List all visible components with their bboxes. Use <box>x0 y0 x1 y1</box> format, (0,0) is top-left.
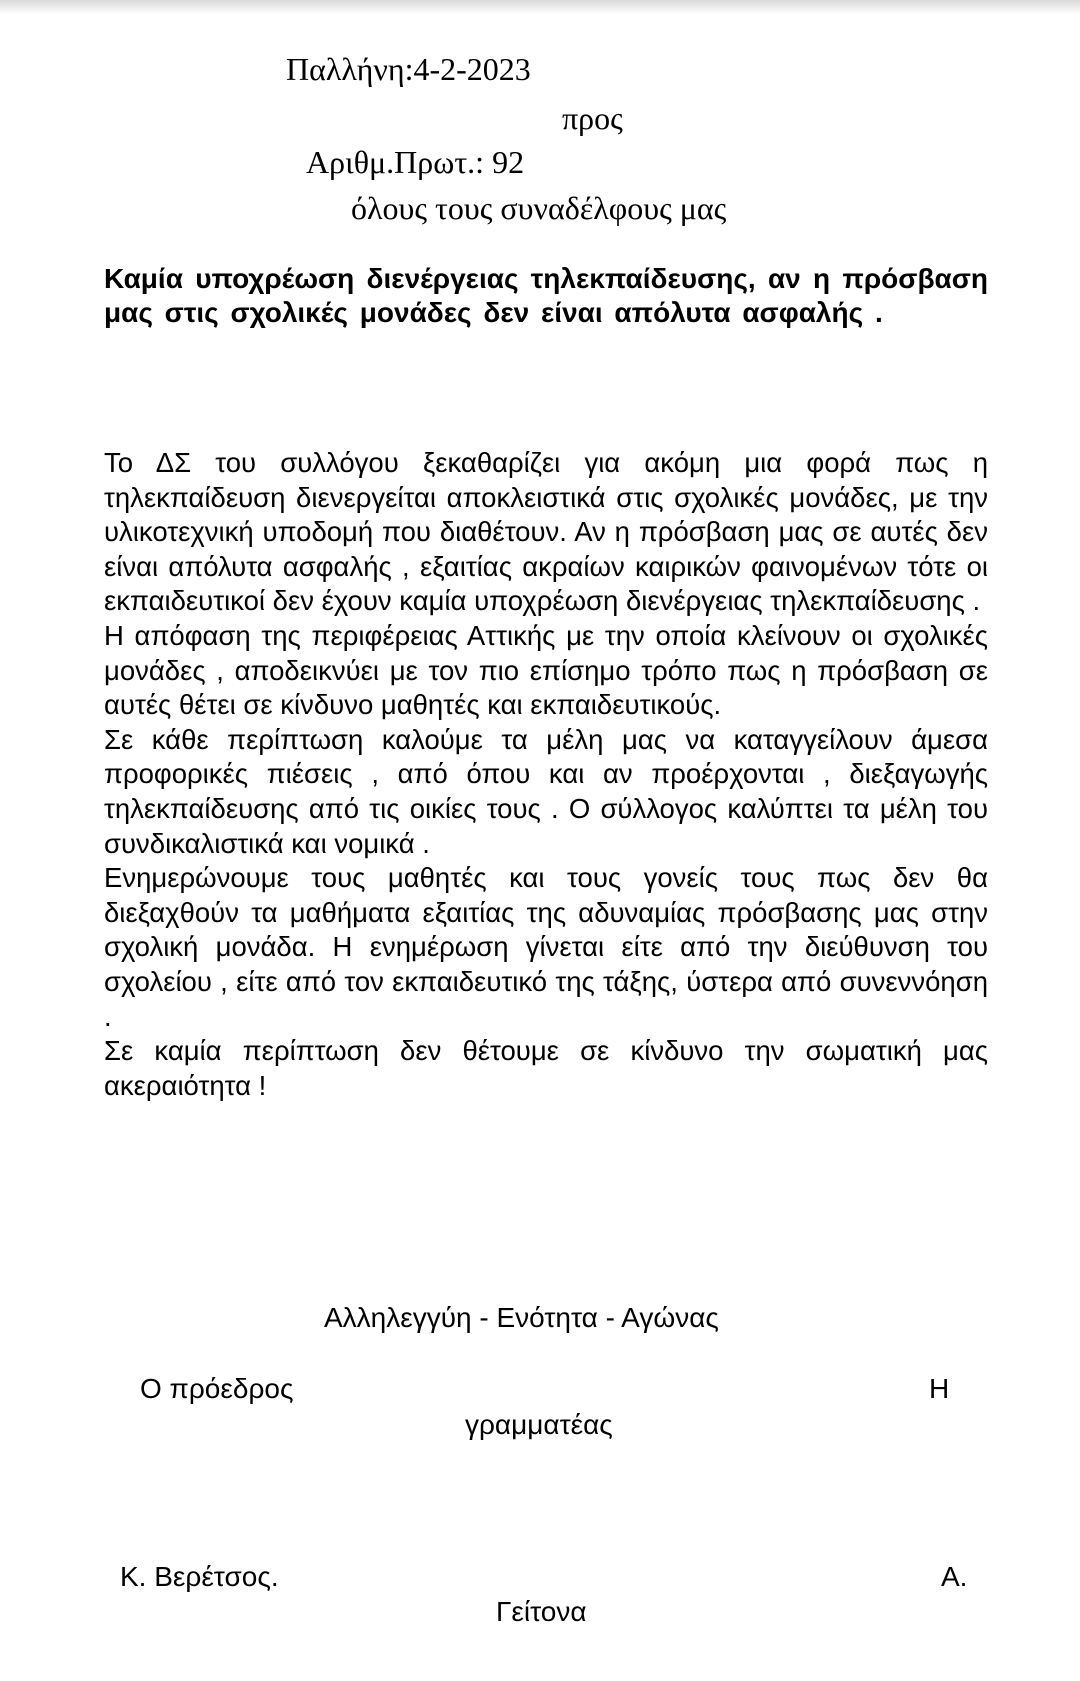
secretary-title: γραμματέας <box>465 1409 613 1440</box>
paragraph: Ενημερώνουμε τους μαθητές και τους γονείς τους πως δεν θα διεξαχθούν τα μαθήματα εξαιτίας της αδυναμίας πρόσβασης μας στην σχολική μονάδα. Η ενημέρωση γίνεται είτε από την διεύθυνση του σχολείου , είτε από τον εκπαιδευτικό της τάξης, ύστερα από συνεννόηση . <box>104 862 988 1032</box>
body-text <box>104 446 988 1103</box>
paragraph: Το ΔΣ του συλλόγου ξεκαθαρίζει για ακόμη μια φορά πως η τηλεκπαίδευση διενεργείται αποκλειστικά στις σχολικές μονάδες, με την υλικοτεχνική υποδομή που διαθέτουν. Αν η πρόσβαση μας σε αυτές δεν είναι απόλυτα ασφαλής , εξαιτίας ακραίων καιρικών φαινομένων τότε οι εκπαιδευτικοί δεν έχουν καμία υποχρέωση διενέργειας τηλεκπαίδευσης . <box>104 447 988 617</box>
secretary-initial: Α. <box>941 1561 968 1592</box>
president-name: Κ. Βερέτσος. <box>120 1561 279 1592</box>
to-label: προς <box>562 100 623 136</box>
secretary-title-article: Η <box>929 1373 950 1404</box>
paragraph: Σε κάθε περίπτωση καλούμε τα μέλη μας να καταγγείλουν άμεσα προφορικές πιέσεις , από όπου και αν προέρχονται , διεξαγωγής τηλεκπαίδευσης από τις οικίες τους . Ο σύλλογος καλύπτει τα μέλη του συνδικαλιστικά και νομικά . <box>104 723 988 859</box>
paragraph: Σε καμία περίπτωση δεν θέτουμε σε κίνδυνο την σωματική μας ακεραιότητα ! <box>104 1035 988 1101</box>
motto: Αλληλεγγύη - Ενότητα - Αγώνας <box>324 1302 719 1333</box>
recipients: όλους τους συναδέλφους μας <box>351 190 727 226</box>
document-title: Καμία υποχρέωση διενέργειας τηλεκπαίδευσης, αν η πρόσβαση μας στις σχολικές μονάδες δεν είναι απόλυτα ασφαλής . <box>104 263 988 328</box>
page-top-shadow <box>0 0 1080 14</box>
paragraph: Η απόφαση της περιφέρειας Αττικής με την οποία κλείνουν οι σχολικές μονάδες , αποδεικνύει με τον πιο επίσημο τρόπο πως η πρόσβαση σε αυτές θέτει σε κίνδυνο μαθητές και εκπαιδευτικούς. <box>104 619 988 721</box>
president-title: Ο πρόεδρος <box>140 1373 294 1404</box>
place-date: Παλλήνη:4-2-2023 <box>286 51 531 87</box>
protocol-number: Αριθμ.Πρωτ.: 92 <box>306 144 525 180</box>
secretary-surname: Γείτονα <box>496 1596 587 1627</box>
